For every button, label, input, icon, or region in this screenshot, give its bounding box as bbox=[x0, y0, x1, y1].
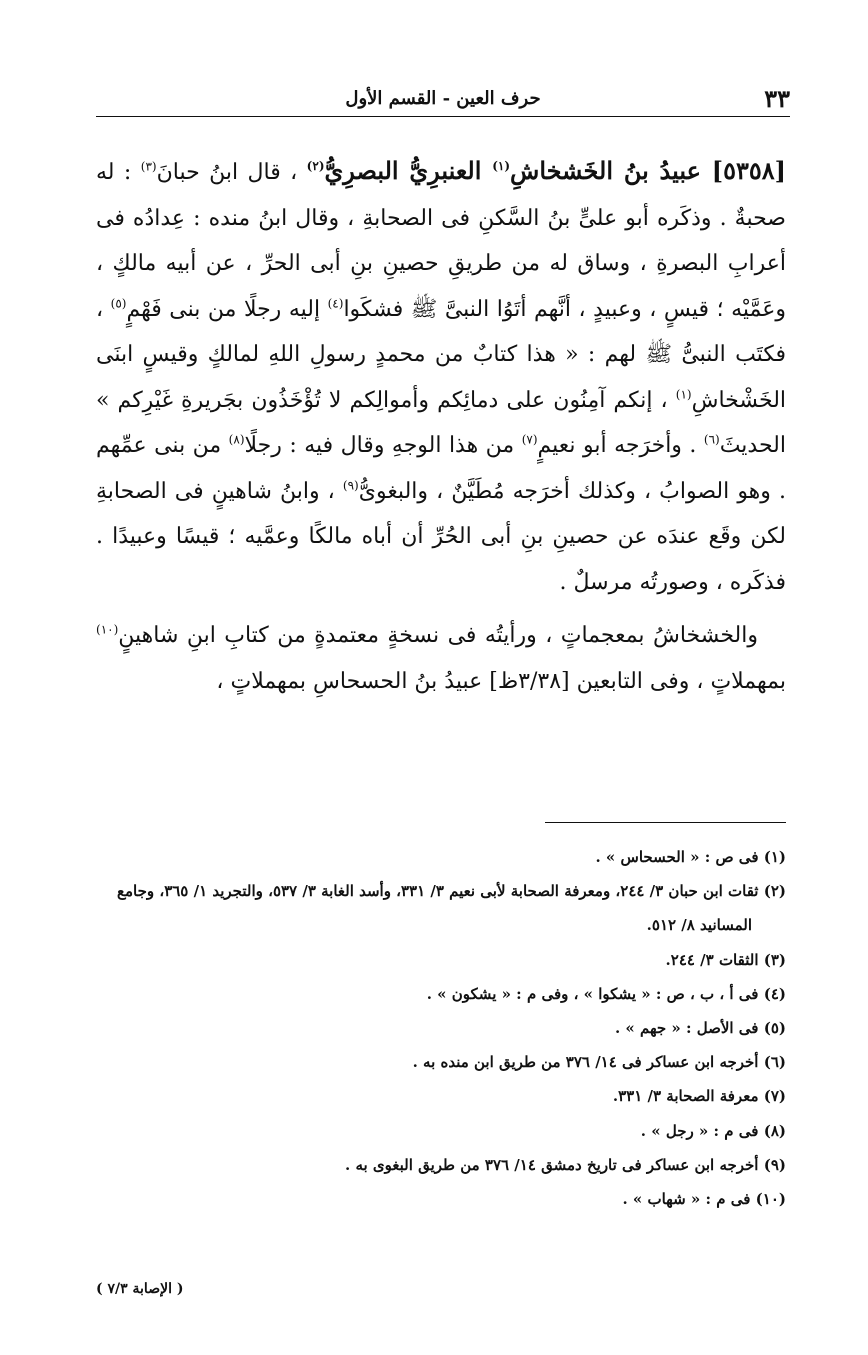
footnote-number: (٧) bbox=[763, 1087, 786, 1106]
footnote-number: (٦) bbox=[763, 1053, 786, 1072]
footnote bbox=[96, 977, 786, 1011]
footnote-text: معرفة الصحابة ٣/ ٣٣١. bbox=[612, 1087, 759, 1106]
footnote-text: فى الأصل : « جهم » . bbox=[614, 1019, 759, 1038]
footnote-ref: (٩) bbox=[342, 478, 359, 493]
text-segment: من هذا الوجهِ وقال فيه : رجلًا bbox=[244, 433, 515, 458]
footnote bbox=[96, 1011, 786, 1045]
footnote-number: (٩) bbox=[763, 1155, 786, 1174]
text-segment: من بنى عمِّهم . وهو الصوابُ ، وكذلك أخرَجه مُطَيَّنٌ ، والبغوىُّ bbox=[96, 433, 787, 504]
text-segment: ، فكتَب النبىُّ ﷺ لهم : « هذا كتابٌ من محمدٍ رسولِ اللهِ لمالكٍ وقيسٍ ابنَى الخَشْخاشِ bbox=[96, 296, 787, 413]
chapter-title: حرف العين - القسم الأول bbox=[345, 88, 541, 109]
entry-nisba: العنبرِيُّ البصرِيُّ bbox=[324, 156, 482, 185]
footnote bbox=[96, 943, 786, 977]
entry-paragraph bbox=[96, 148, 786, 605]
footnote bbox=[96, 1182, 786, 1216]
text-segment: ، إنكم آمِنُون على دمائِكم وأموالِكم لا تُؤْخَذُون بجَريرةِ غَيْرِكم » الحديثَ bbox=[96, 387, 786, 458]
entry-heading bbox=[307, 156, 786, 185]
main-text bbox=[96, 148, 786, 704]
footnote-text: فى ص : « الحسحاس » . bbox=[595, 848, 759, 866]
second-paragraph bbox=[96, 613, 786, 704]
footnote bbox=[96, 1045, 786, 1079]
footnote-text: فى أ ، ب ، ص : « يشكوا » ، وفى م : « يشكون » . bbox=[426, 984, 759, 1003]
footnote-separator bbox=[545, 822, 786, 823]
footnote-number: (١) bbox=[763, 848, 786, 866]
footnote-text: ثقات ابن حبان ٣/ ٢٤٤، ومعرفة الصحابة لأبى نعيم ٣/ ٣٣١، وأسد الغابة ٣/ ٥٣٧، والتجريد ١/ ٣٦٥، وجامع المسانيد ٨/ ٥١٢. bbox=[117, 882, 759, 935]
text-segment: . وأخرَجه أبو نعيمٍ bbox=[537, 433, 697, 458]
footnote-ref: (١٠) bbox=[96, 622, 119, 637]
text-segment: إليه رجلًا من بنى فَهْمٍ bbox=[126, 296, 321, 322]
volume-signature: ( الإصابة ٧/٣ ) bbox=[96, 1281, 184, 1297]
text-segment: والخشخاشُ بمعجماتٍ ، ورأيتُه فى نسخةٍ معتمدةٍ من كتابِ ابنِ شاهينٍ bbox=[118, 623, 758, 648]
footnote-text: الثقات ٣/ ٢٤٤. bbox=[665, 950, 759, 969]
footnote-number: (٣) bbox=[763, 950, 786, 969]
footnote-number: (٢) bbox=[763, 882, 786, 901]
footnote-ref: (٢) bbox=[306, 159, 325, 173]
footnote-ref: (٤) bbox=[327, 296, 344, 311]
footnote-ref: (١) bbox=[675, 387, 692, 402]
footnote-number: (٥) bbox=[763, 1019, 786, 1038]
text-segment: ، وابنُ شاهينٍ فى الصحابةِ لكن وقَع عندَه عن حصينِ بنِ أبى الحُرِّ أن أباه مالكًا وعمَّيه ؛ قيسًا وعبيدًا . فذكَره ، وصورتُه مرسلٌ . bbox=[96, 478, 786, 595]
text-segment: : له صحبةٌ . وذكَره أبو علىٍّ بنُ السَّكنِ فى الصحابةِ ، وقال ابنُ منده : عِدادُه فى أعرابِ البصرةِ ، وساق له من طريقِ حصينِ بنِ أبى الحرِّ ، عن أبيه مالكٍ ، وعَمَّيْه ؛ قيسٍ ، وعبيدٍ ، أنَّهم أتَوُا النبىَّ ﷺ فشكَوا bbox=[96, 160, 786, 322]
footnote bbox=[96, 1079, 786, 1113]
footnote-number: (٨) bbox=[763, 1121, 786, 1140]
footnote-text: أخرجه ابن عساكر فى ١٤/ ٣٧٦ من طريق ابن منده به . bbox=[412, 1053, 759, 1072]
running-head bbox=[96, 82, 790, 117]
footnote-text: فى م : « شهاب » . bbox=[622, 1190, 751, 1209]
footnote-text: أخرجه ابن عساكر فى تاريخ دمشق ١٤/ ٣٧٦ من طريق البغوى به . bbox=[345, 1155, 759, 1174]
footnote bbox=[96, 1148, 786, 1182]
footnote-text: فى م : « رجل » . bbox=[640, 1121, 759, 1140]
footnote-ref: (٨) bbox=[228, 432, 245, 447]
entry-number: [٥٣٥٨] bbox=[711, 156, 787, 185]
footnote-ref: (١) bbox=[492, 159, 511, 173]
footnote-ref: (٣) bbox=[140, 159, 157, 174]
page-number: ٣٣ bbox=[764, 84, 790, 113]
footnotes bbox=[96, 840, 786, 1216]
footnote-ref: (٦) bbox=[703, 432, 720, 447]
footnote-number: (٤) bbox=[763, 984, 786, 1003]
footnote-ref: (٧) bbox=[521, 432, 538, 447]
text-segment: بمهملاتٍ ، وفى التابعين [٣/٣٨ظ] عبيدُ بنُ الحسحاسِ بمهملاتٍ ، bbox=[216, 668, 786, 694]
footnote bbox=[96, 840, 786, 874]
text-segment: ، قال ابنُ حبانَ bbox=[156, 160, 298, 185]
footnote-ref: (٥) bbox=[110, 296, 127, 311]
entry-name: عبيدُ بنُ الخَشخاشِ bbox=[510, 156, 701, 185]
footnote-number: (١٠) bbox=[755, 1190, 786, 1209]
footnote bbox=[96, 874, 786, 942]
footnote bbox=[96, 1114, 786, 1148]
